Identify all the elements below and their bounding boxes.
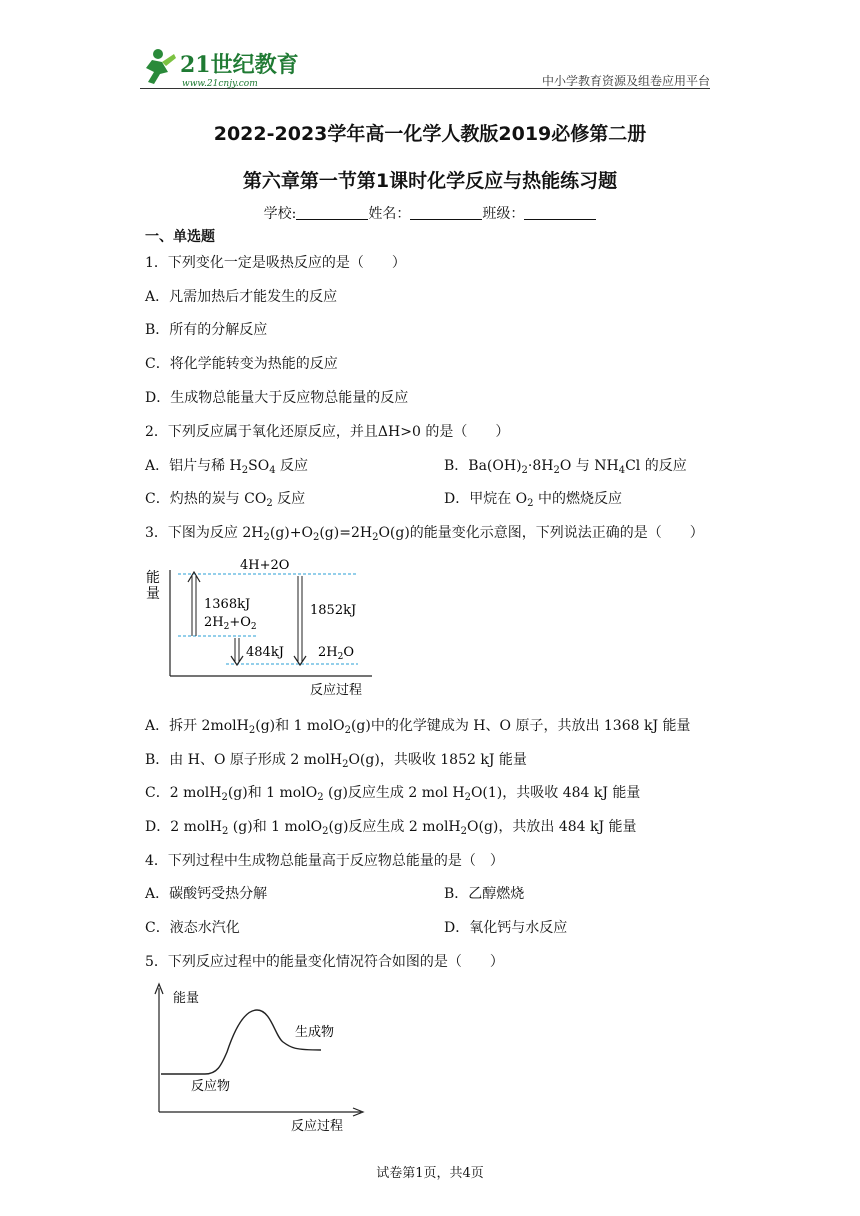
runner-icon: [146, 49, 176, 84]
q4-stem: 4．下列过程中生成物总能量高于反应物总能量的是（ ）: [145, 853, 504, 869]
q1-option-c[interactable]: C．将化学能转变为热能的反应: [145, 356, 338, 372]
q1-option-a[interactable]: A．凡需加热后才能发生的反应: [145, 289, 338, 305]
q4-option-a[interactable]: A．碳酸钙受热分解: [145, 886, 268, 902]
q5-energy-diagram: [145, 978, 375, 1134]
header-right-text: 中小学教育资源及组卷应用平台: [541, 74, 710, 88]
q3-option-b[interactable]: B．由 H、O 原子形成 2 molH$_2$O(g)，共吸收 1852 kJ 能量: [145, 752, 527, 770]
page-footer: 试卷第1页，共4页: [376, 1166, 484, 1181]
q3-x-label: 反应过程: [310, 683, 363, 698]
q5-stem: 5．下列反应过程中的能量变化情况符合如图的是（ ）: [145, 954, 504, 970]
title-line-2: 第六章第一节第1课时化学反应与热能练习题: [242, 170, 618, 192]
q4-option-d[interactable]: D．氧化钙与水反应: [444, 920, 568, 936]
q5-product-label: 生成物: [295, 1025, 335, 1040]
title-line-1: 2022-2023学年高一化学人教版2019必修第二册: [213, 123, 647, 145]
q3-stem: 3．下图为反应 $2H_2(g)+O_2(g)=2H_2O(g)$的能量变化示意图，下列说法正确的是（ ）: [145, 525, 704, 543]
q3-option-d[interactable]: D．2 molH$_2$ (g)和 1 molO$_2$(g)反应生成 2 molH$_2$O(g)，共放出 484 kJ 能量: [145, 819, 637, 837]
q3-reactant-label: $2H_2+O_2$: [204, 615, 257, 632]
q4-option-b[interactable]: B．乙醇燃烧: [444, 886, 525, 902]
q3-option-a[interactable]: A．拆开 2molH$_2$(g)和 1 molO$_2$(g)中的化学键成为 H、O 原子，共放出 1368 kJ 能量: [145, 718, 691, 736]
q3-y-label-2: 量: [146, 586, 160, 602]
q2-option-d[interactable]: D．甲烷在 $O_2$ 中的燃烧反应: [444, 491, 622, 509]
q1-option-b[interactable]: B．所有的分解反应: [145, 322, 268, 338]
site-logo: [140, 44, 320, 90]
q5-energy-curve: [161, 1010, 321, 1074]
q3-product-label: $2H_2O$: [318, 645, 355, 662]
student-info: [0, 203, 860, 223]
q2-option-a[interactable]: A．铝片与稀 $H_2SO_4$ 反应: [145, 458, 309, 476]
q2-option-c[interactable]: C．灼热的炭与 $CO_2$ 反应: [145, 491, 306, 509]
q5-reactant-label: 反应物: [191, 1079, 231, 1094]
q3-left-value: 1368kJ: [204, 597, 251, 612]
q3-top-label: 4H+2O: [240, 558, 290, 573]
q1-stem: 1．下列变化一定是吸热反应的是（ ）: [145, 255, 406, 271]
school-blank[interactable]: [296, 205, 368, 220]
class-blank[interactable]: [524, 205, 596, 220]
q3-right-value: 1852kJ: [310, 603, 357, 618]
q3-small-value: 484kJ: [246, 645, 284, 660]
q3-energy-diagram: [140, 552, 400, 700]
q3-option-c[interactable]: C．2 molH$_2$(g)和 1 molO$_2$ (g)反应生成 2 mol $H_2O(1)$，共吸收 484 kJ 能量: [145, 785, 641, 803]
class-label: 班级：: [482, 206, 525, 222]
q1-option-d[interactable]: D．生成物总能量大于反应物总能量的反应: [145, 390, 409, 406]
school-label: 学校:: [263, 206, 297, 222]
q4-option-c[interactable]: C．液态水汽化: [145, 920, 240, 936]
logo-url-text: www.21cnjy.com: [182, 79, 258, 89]
q5-x-label: 反应过程: [291, 1119, 344, 1134]
section-title: 一、单选题: [145, 229, 215, 245]
name-blank[interactable]: [410, 205, 482, 220]
q5-y-label: 能量: [173, 991, 200, 1006]
q3-y-label-1: 能: [146, 570, 160, 586]
q2-stem: 2．下列反应属于氧化还原反应，并且ΔH>0 的是（ ）: [145, 424, 510, 440]
header-divider: [140, 88, 710, 89]
logo-main-text: 21世纪教育: [180, 52, 299, 78]
q2-option-b[interactable]: B．$Ba(OH)_2\cdot 8H_2O$ 与 $NH_4Cl$ 的反应: [444, 458, 687, 476]
name-label: 姓名：: [368, 206, 411, 222]
